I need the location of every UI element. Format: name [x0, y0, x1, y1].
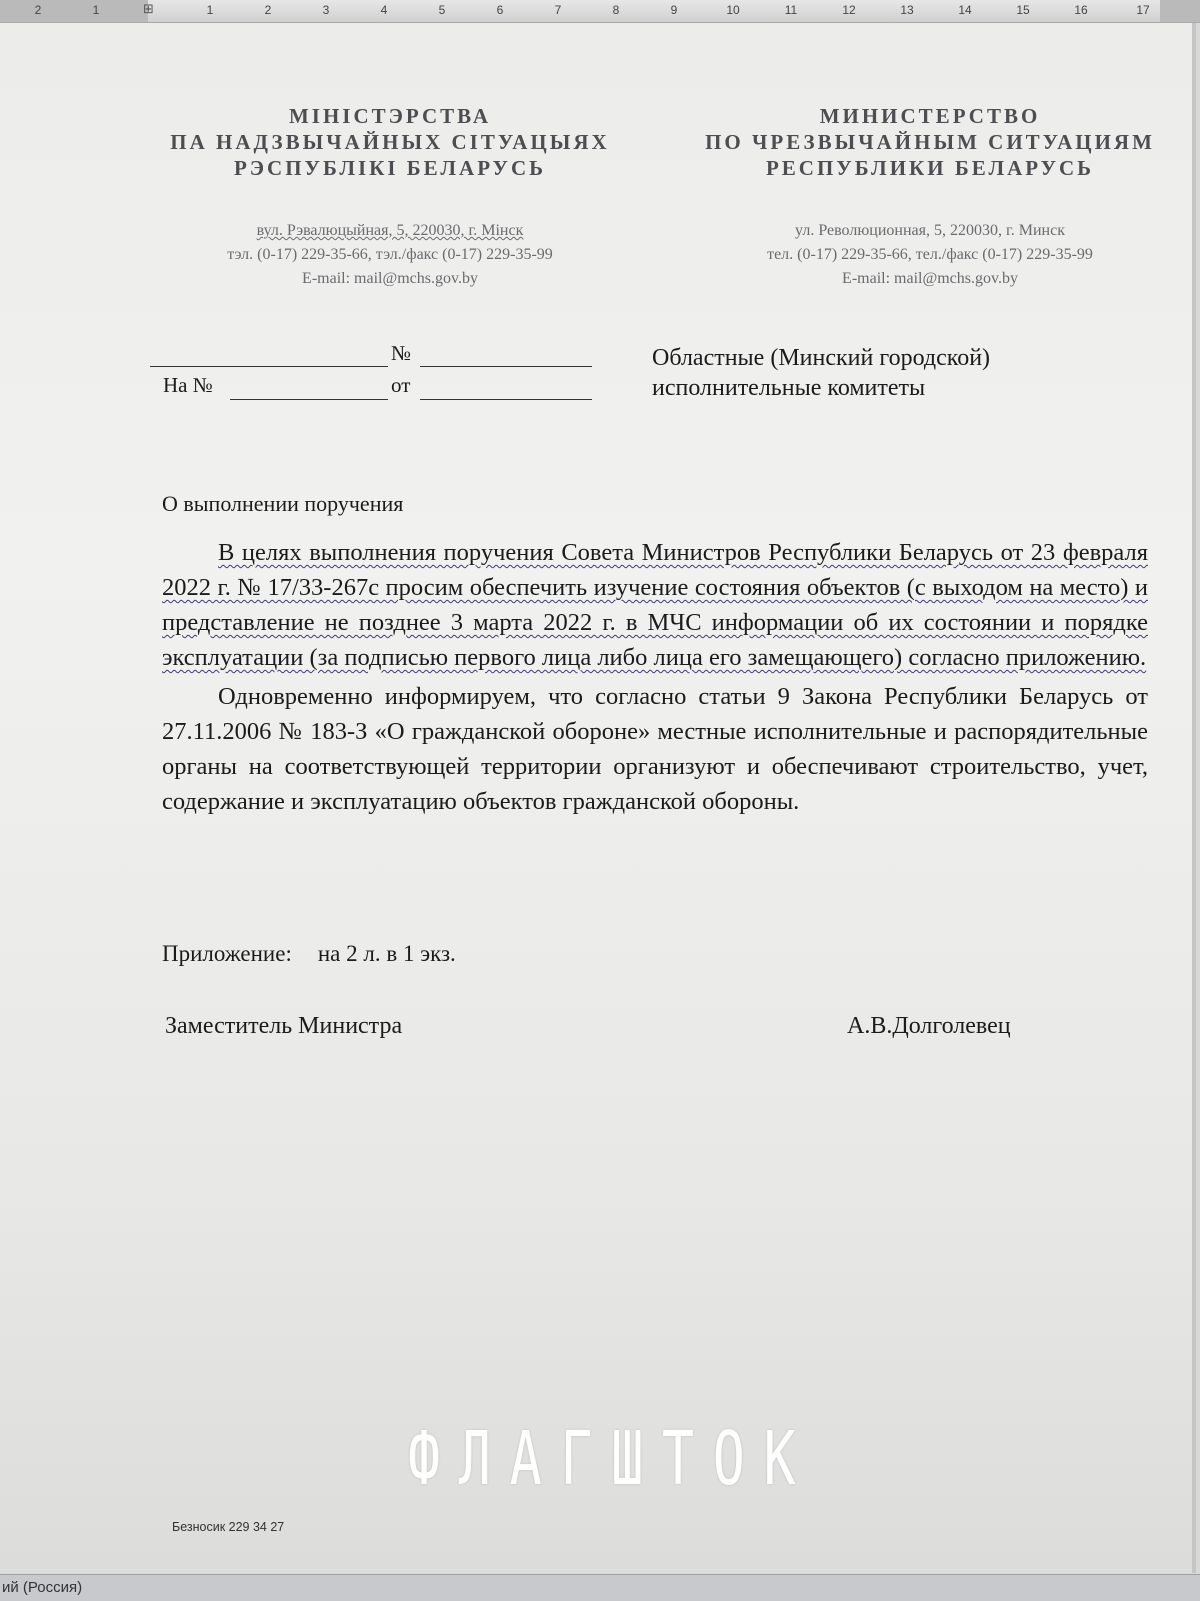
- ruler-tick: 4: [380, 3, 388, 17]
- ruler-right-margin: [1160, 0, 1200, 22]
- attachment-label: Приложение:: [162, 941, 292, 966]
- ruler-tick: 15: [1016, 3, 1030, 17]
- letterhead-by-line3: РЭСПУБЛІКІ БЕЛАРУСЬ: [233, 156, 546, 180]
- letterhead-by-line1: МІНІСТЭРСТВА: [288, 104, 492, 128]
- document-page[interactable]: [0, 23, 1196, 1573]
- paragraph-information: Одновременно информируем, что согласно статьи 9 Закона Республики Беларусь от 27.11.2006 № 183-З «О гражданской обороне» местные исполнительные и распорядительные органы на соответствующей территории организуют и обеспечивают строительство, учет, содержание и эксплуатацию объектов гражданской обороны.: [162, 683, 1148, 815]
- attachment-line: [162, 941, 456, 967]
- ruler-tick: 10: [726, 3, 740, 17]
- letterhead-ru-line1: МИНИСТЕРСТВО: [819, 104, 1041, 128]
- status-bar: [0, 1574, 1200, 1601]
- ruler-tick: 6: [496, 3, 504, 17]
- signatory-title: Заместитель Министра: [165, 1013, 403, 1039]
- contacts-russian: [690, 219, 1170, 291]
- ruler-tick: 2: [34, 3, 42, 17]
- ruler-tick: 3: [322, 3, 330, 17]
- ruler-tick: 17: [1136, 3, 1150, 17]
- ruler-tick: 7: [554, 3, 562, 17]
- ref-date-line: [420, 399, 592, 400]
- horizontal-ruler[interactable]: [0, 0, 1200, 23]
- email-ru: E-mail: mail@mchs.gov.by: [842, 270, 1018, 287]
- letterhead-ru-line2: ПО ЧРЕЗВЫЧАЙНЫМ СИТУАЦИЯМ: [705, 130, 1155, 154]
- signatory-name: А.В.Долголевец: [847, 1013, 1011, 1039]
- ruler-tick: 2: [264, 3, 272, 17]
- number-line: [420, 366, 592, 367]
- contacts-belarusian: [160, 219, 620, 291]
- language-indicator[interactable]: ий (Россия): [2, 1579, 83, 1596]
- subject-line: О выполнении поручения: [162, 491, 404, 516]
- letterhead-belarusian: [160, 103, 620, 181]
- ref-label: На №: [163, 373, 213, 397]
- addressee: Областные (Минский городской) исполнительные комитеты: [652, 345, 991, 401]
- letterhead-ru-line3: РЕСПУБЛИКИ БЕЛАРУСЬ: [765, 156, 1095, 180]
- indent-marker-icon[interactable]: ⊞: [143, 1, 154, 16]
- paragraph-instruction: В целях выполнения поручения Совета Министров Республики Беларусь от 23 февраля 2022 г. № 17/33-267с просим обеспечить изучение состояния объектов (с выходом на место) и представление не позднее 3 марта 2022 г. в МЧС информации об их состоянии и порядке эксплуатации (за подписью первого лица либо лица его замещающего) согласно приложению.: [162, 539, 1148, 671]
- from-label: от: [391, 373, 411, 397]
- ruler-tick: 11: [784, 3, 798, 17]
- letter-body[interactable]: [162, 535, 1148, 823]
- date-line: [150, 366, 388, 367]
- address-by: вул. Рэвалюцыйная, 5, 220030, г. Мінск: [256, 222, 524, 239]
- phone-ru: тел. (0-17) 229-35-66, тел./факс (0-17) 229-35-99: [767, 246, 1093, 263]
- letterhead-russian: [690, 103, 1170, 181]
- number-sign: №: [391, 341, 412, 365]
- phone-by: тэл. (0-17) 229-35-66, тэл./факс (0-17) 229-35-99: [227, 246, 553, 263]
- email-by: E-mail: mail@mchs.gov.by: [302, 270, 478, 287]
- ruler-left-margin: [0, 0, 148, 22]
- executor-note: Безносик 229 34 27: [172, 1520, 285, 1534]
- ref-number-line: [230, 399, 388, 400]
- ruler-tick: 1: [92, 3, 100, 17]
- address-ru: ул. Революционная, 5, 220030, г. Минск: [795, 222, 1065, 239]
- ruler-tick: 14: [958, 3, 972, 17]
- ruler-tick: 9: [670, 3, 678, 17]
- ruler-tick: 13: [900, 3, 914, 17]
- ruler-tick: 8: [612, 3, 620, 17]
- letterhead-by-line2: ПА НАДЗВЫЧАЙНЫХ СІТУАЦЫЯХ: [170, 130, 610, 154]
- ruler-tick: 12: [842, 3, 856, 17]
- attachment-value: на 2 л. в 1 экз.: [317, 941, 456, 966]
- watermark-logo: ФЛАГШТОК: [408, 1416, 815, 1502]
- ruler-tick: 5: [438, 3, 446, 17]
- ruler-tick: 1: [206, 3, 214, 17]
- ruler-tick: 16: [1074, 3, 1088, 17]
